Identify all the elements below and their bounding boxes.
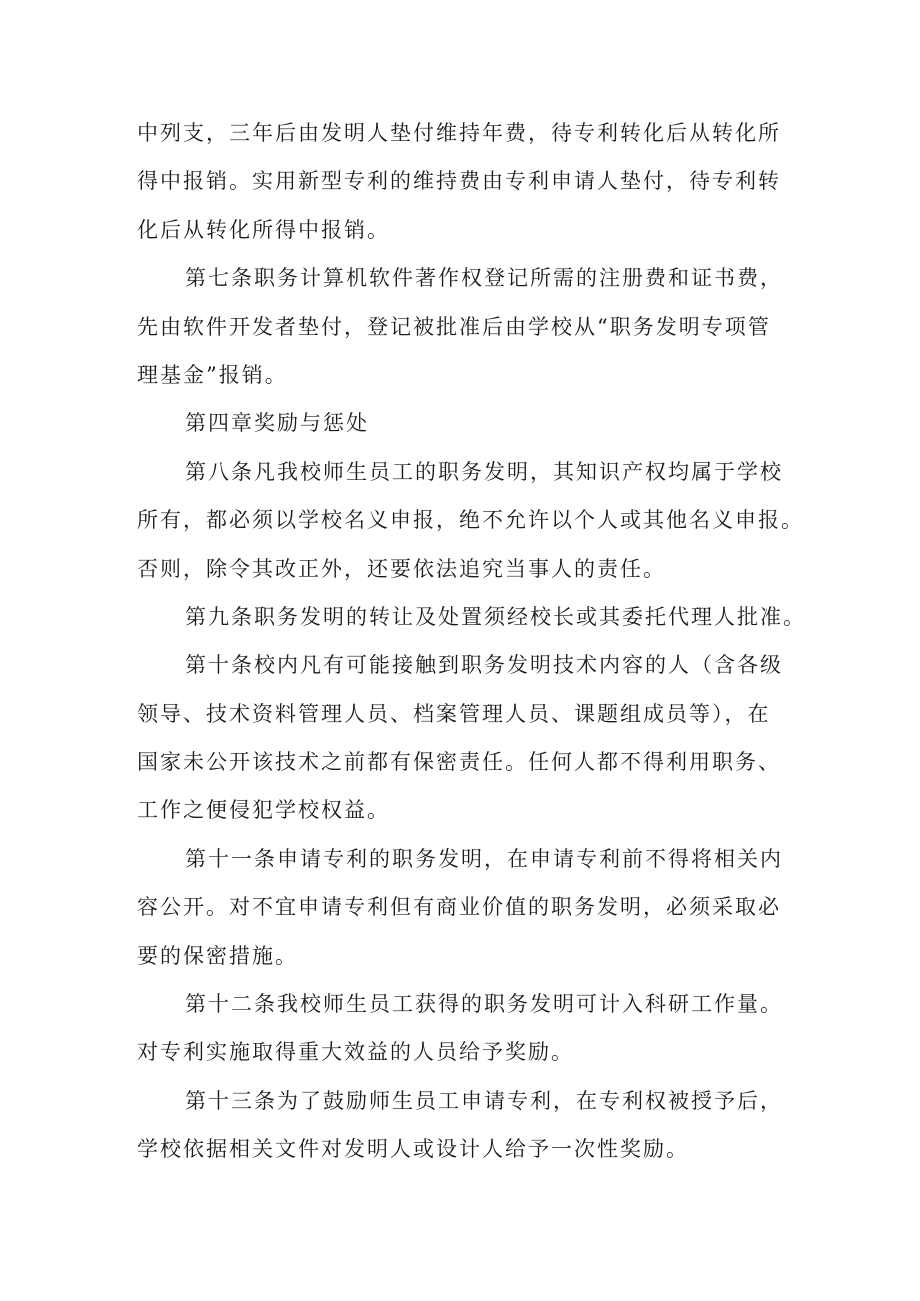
text-line: 国家未公开该技术之前都有保密责任。任何人都不得利用职务、	[137, 750, 781, 775]
text-line: 理基金”报销。	[137, 362, 288, 387]
chapter-heading-text: 第四章奖励与惩处	[185, 411, 369, 436]
text-line: 所有，都必须以学校名义申报，绝不允许以个人或其他名义申报。	[137, 508, 804, 533]
text-line: 化后从转化所得中报销。	[137, 217, 390, 242]
text-line: 容公开。对不宜申请专利但有商业价值的职务发明，必须采取必	[137, 895, 781, 920]
text-line: 先由软件开发者垫付，登记被批准后由学校从“职务发明专项管	[137, 314, 771, 339]
text-line: 得中报销。实用新型专利的维持费由专利申请人垫付，待专利转	[137, 169, 781, 194]
text-line: 对专利实施取得重大效益的人员给予奖励。	[137, 1040, 574, 1065]
paragraph	[137, 980, 837, 1077]
text-line: 第八条凡我校师生员工的职务发明，其知识产权均属于学校	[185, 459, 783, 484]
paragraph	[137, 1077, 837, 1174]
paragraph	[137, 835, 837, 980]
text-line: 第十一条申请专利的职务发明，在申请专利前不得将相关内	[185, 846, 783, 871]
paragraph	[137, 593, 837, 641]
text-line: 第九条职务发明的转让及处置须经校长或其委托代理人批准。	[185, 604, 806, 629]
chapter-heading	[137, 399, 837, 447]
text-line: 要的保密措施。	[137, 943, 298, 968]
paragraph	[137, 254, 837, 399]
text-line: 第十二条我校师生员工获得的职务发明可计入科研工作量。	[185, 992, 783, 1017]
text-line: 第十三条为了鼓励师生员工申请专利，在专利权被授予后，	[185, 1088, 783, 1113]
paragraph	[137, 641, 837, 835]
text-line: 领导、技术资料管理人员、档案管理人员、课题组成员等），在	[137, 701, 771, 726]
text-line: 否则，除令其改正外，还要依法追究当事人的责任。	[137, 556, 666, 581]
text-line: 学校依据相关文件对发明人或设计人给予一次性奖励。	[137, 1137, 689, 1162]
paragraph	[137, 448, 837, 593]
document-body	[137, 109, 837, 1174]
text-line: 第七条职务计算机软件著作权登记所需的注册费和证书费，	[185, 266, 783, 291]
text-line: 第十条校内凡有可能接触到职务发明技术内容的人（含各级	[185, 653, 783, 678]
text-line: 中列支，三年后由发明人垫付维持年费，待专利转化后从转化所	[137, 121, 781, 145]
paragraph	[137, 109, 837, 254]
text-line: 工作之便侵犯学校权益。	[137, 798, 390, 823]
